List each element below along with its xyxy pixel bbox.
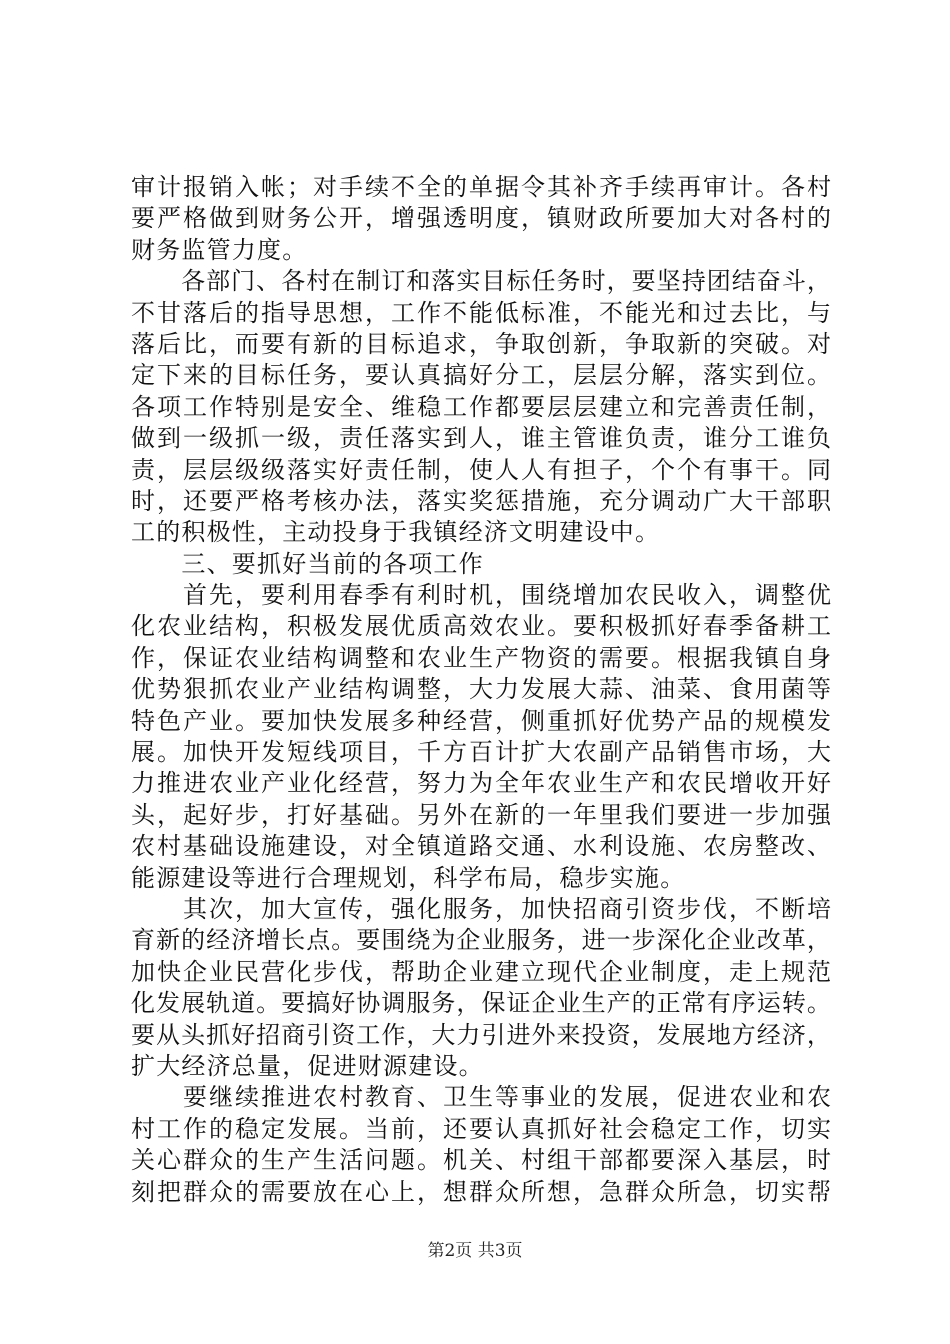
text-line: 各 部 门 、 各 村 在 制 订 和 落 实 目 标 任 务 时 ， 要 坚 持 团 结 奋 斗 ， bbox=[181, 267, 831, 296]
text-line: 做 到 一 级 抓 一 级 ， 责 任 落 实 到 人 ， 谁 主 管 谁 负 责 ， 谁 分 工 谁 负 bbox=[131, 424, 831, 453]
text-line: 不 甘 落 后 的 指 导 思 想 ， 工 作 不 能 低 标 准 ， 不 能 光 和 过 去 比 ， 与 bbox=[131, 298, 831, 327]
page-number-footer: 第2页 共3页 bbox=[427, 1241, 523, 1261]
document-body bbox=[131, 172, 831, 1208]
text-line: 要 继 续 推 进 农 村 教 育 、 卫 生 等 事 业 的 发 展 ， 促 进 农 业 和 农 bbox=[183, 1083, 831, 1112]
text-line: 审 计 报 销 入 帐 ； 对 手 续 不 全 的 单 据 令 其 补 齐 手 续 再 审 计 。 各 村 bbox=[131, 173, 831, 201]
text-line: 加 快 企 业 民 营 化 步 伐 ， 帮 助 企 业 建 立 现 代 企 业 制 度 ， 走 上 规 范 bbox=[131, 957, 831, 986]
text-line: 化 农 业 结 构 ， 积 极 发 展 优 质 高 效 农 业 。 要 积 极 抓 好 春 季 备 耕 工 bbox=[131, 612, 831, 641]
text-line: 化 发 展 轨 道 。 要 搞 好 协 调 服 务 ， 保 证 企 业 生 产 的 正 常 有 序 运 转 。 bbox=[131, 989, 831, 1018]
text-line: 要 从 头 抓 好 招 商 引 资 工 作 ， 大 力 引 进 外 来 投 资 ， 发 展 地 方 经 济 ， bbox=[131, 1020, 831, 1049]
text-line: 首 先 ， 要 利 用 春 季 有 利 时 机 ， 围 绕 增 加 农 民 收 入 ， 调 整 优 bbox=[183, 581, 831, 610]
text-line: 农 村 基 础 设 施 建 设 ， 对 全 镇 道 路 交 通 、 水 利 设 施 、 农 房 整 改 、 bbox=[131, 832, 831, 861]
text-line: 能源建设等进行合理规划，科学布局，稳步实施。 bbox=[131, 863, 686, 892]
text-line: 优 势 狠 抓 农 业 产 业 结 构 调 整 ， 大 力 发 展 大 蒜 、 油 菜 、 食 用 菌 等 bbox=[131, 675, 831, 704]
text-line: 工的积极性，主动投身于我镇经济文明建设中。 bbox=[131, 518, 661, 547]
text-line: 定 下 来 的 目 标 任 务 ， 要 认 真 搞 好 分 工 ， 层 层 分 解 ， 落 实 到 位 。 bbox=[131, 361, 831, 390]
text-line: 要 严 格 做 到 财 务 公 开 ， 增 强 透 明 度 ， 镇 财 政 所 要 加 大 对 各 村 的 bbox=[131, 204, 831, 233]
text-line: 村 工 作 的 稳 定 发 展 。 当 前 ， 还 要 认 真 抓 好 社 会 稳 定 工 作 ， 切 实 bbox=[131, 1114, 831, 1143]
text-line: 时 ， 还 要 严 格 考 核 办 法 ， 落 实 奖 惩 措 施 ， 充 分 调 动 广 大 干 部 职 bbox=[131, 486, 831, 515]
text-line: 各 项 工 作 特 别 是 安 全 、 维 稳 工 作 都 要 层 层 建 立 和 完 善 责 任 制 ， bbox=[131, 392, 831, 421]
text-line: 特 色 产 业 。 要 加 快 发 展 多 种 经 营 ， 侧 重 抓 好 优 势 产 品 的 规 模 发 bbox=[131, 706, 831, 735]
text-line: 力 推 进 农 业 产 业 化 经 营 ， 努 力 为 全 年 农 业 生 产 和 农 民 增 收 开 好 bbox=[131, 769, 831, 798]
text-line: 关 心 群 众 的 生 产 生 活 问 题 。 机 关 、 村 组 干 部 都 要 深 入 基 层 ， 时 bbox=[131, 1146, 831, 1175]
text-line: 财务监管力度。 bbox=[131, 235, 308, 264]
text-line: 展 。 加 快 开 发 短 线 项 目 ， 千 方 百 计 扩 大 农 副 产 品 销 售 市 场 ， 大 bbox=[131, 738, 831, 767]
text-line: 作 ， 保 证 农 业 结 构 调 整 和 农 业 生 产 物 资 的 需 要 。 根 据 我 镇 自 身 bbox=[131, 643, 831, 672]
text-line: 头 ， 起 好 步 ， 打 好 基 础 。 另 外 在 新 的 一 年 里 我 们 要 进 一 步 加 强 bbox=[131, 800, 831, 829]
text-line: 责 ， 层 层 级 级 落 实 好 责 任 制 ， 使 人 人 有 担 子 ， 个 个 有 事 干 。 同 bbox=[131, 455, 831, 484]
text-line: 落 后 比 ， 而 要 有 新 的 目 标 追 求 ， 争 取 创 新 ， 争 取 新 的 突 破 。 对 bbox=[131, 329, 831, 358]
text-line: 扩大经济总量，促进财源建设。 bbox=[131, 1051, 484, 1080]
text-line: 刻 把 群 众 的 需 要 放 在 心 上 ， 想 群 众 所 想 ， 急 群 众 所 急 ， 切 实 帮 bbox=[131, 1177, 831, 1206]
text-line: 育 新 的 经 济 增 长 点 。 要 围 绕 为 企 业 服 务 ， 进 一 步 深 化 企 业 改 革 ， bbox=[131, 926, 831, 955]
text-line: 其 次 ， 加 大 宣 传 ， 强 化 服 务 ， 加 快 招 商 引 资 步 伐 ， 不 断 培 bbox=[183, 894, 831, 923]
text-line: 三、要抓好当前的各项工作 bbox=[131, 549, 484, 578]
